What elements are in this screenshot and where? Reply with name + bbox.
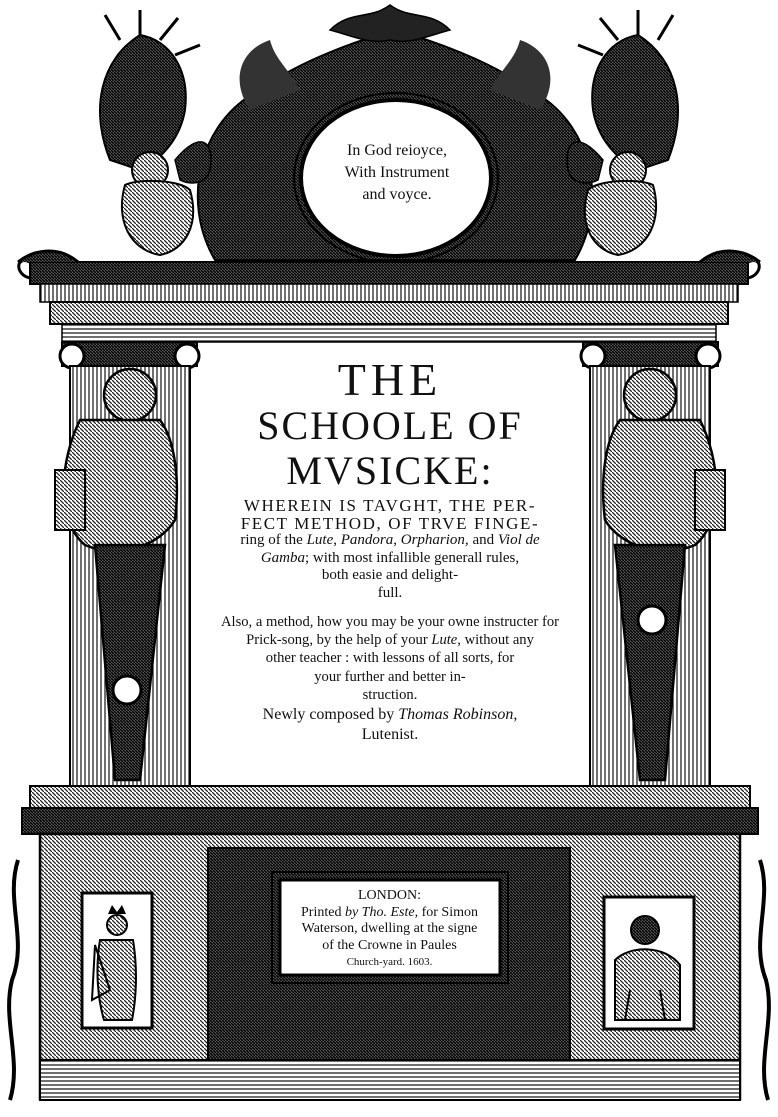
subtitle-line	[196, 532, 584, 550]
motto-line: and voyce.	[362, 186, 432, 203]
instrument-orpharion: Orpharion,	[400, 532, 469, 548]
left-panel-king-david	[82, 893, 152, 1028]
left-foliage	[100, 10, 200, 170]
imprint-text: Printed	[301, 904, 345, 920]
right-caryatid-column	[581, 342, 725, 786]
imprint	[287, 888, 492, 971]
subtitle-comma: ,	[393, 532, 401, 548]
base-ledge	[22, 786, 758, 834]
subtitle-and: and	[468, 532, 498, 548]
imprint-line: Waterson, dwelling at the signe	[301, 921, 478, 936]
right-vine	[760, 860, 769, 1100]
left-vine	[9, 860, 18, 1100]
instrument-pandora: Pandora	[340, 532, 394, 548]
instrument-lute: Lute	[306, 532, 334, 548]
subtitle-line: both easie and delight-	[321, 567, 459, 583]
imprint-line	[287, 905, 492, 922]
instrument-viol: Viol de	[497, 532, 540, 548]
imprint-line: of the Crowne in Paules	[322, 937, 457, 953]
imprint-text: for Simon	[418, 904, 478, 920]
title-the: THE	[337, 354, 443, 405]
author-prefix: Newly composed by	[262, 706, 399, 723]
imprint-printer: by Tho. Este,	[344, 904, 419, 920]
motto	[322, 140, 472, 206]
also-line: struction.	[362, 686, 418, 703]
instrument-gamba: Gamba	[260, 549, 306, 566]
imprint-city: LONDON:	[358, 888, 421, 903]
cornice	[18, 251, 760, 342]
right-panel-scene	[604, 897, 694, 1029]
also-line	[196, 631, 584, 649]
author-line	[196, 705, 584, 725]
also-line: other teacher : with lessons of all sorts, for	[265, 650, 515, 667]
imprint-line: Church-yard. 1603.	[346, 956, 433, 968]
also-paragraph	[196, 613, 584, 704]
subtitle-line: full.	[377, 584, 403, 601]
subtitle-line	[196, 550, 584, 568]
also-line: your further and better in-	[314, 668, 466, 685]
motto-line: In God reioyce,	[347, 142, 447, 159]
author-credit	[196, 705, 584, 745]
subtitle-line: FECT METHOD, OF TRVE FINGE-	[240, 513, 540, 533]
author-name: Thomas Robinson,	[398, 706, 518, 723]
subtitle-text: ; with most infallible generall rules,	[305, 549, 520, 566]
also-line: Also, a method, how you may be your owne instructer for	[220, 614, 559, 630]
also-text: , without any	[457, 632, 534, 649]
motto-line: With Instrument	[344, 164, 450, 181]
left-caryatid-column	[55, 342, 199, 786]
author-role: Lutenist.	[361, 726, 419, 743]
subtitle-line: WHEREIN IS TAVGHT, THE PER-	[243, 496, 537, 515]
also-lute: Lute	[431, 632, 458, 649]
title-musicke: MVSICKE:	[286, 448, 494, 493]
right-foliage	[578, 10, 678, 170]
subtitle-text: ring of the	[240, 532, 307, 548]
also-text: Prick-song, by the help of your	[246, 632, 432, 649]
subtitle	[196, 497, 584, 602]
title-schoole-of: SCHOOLE OF	[257, 403, 523, 448]
subtitle-comma: ,	[333, 532, 341, 548]
